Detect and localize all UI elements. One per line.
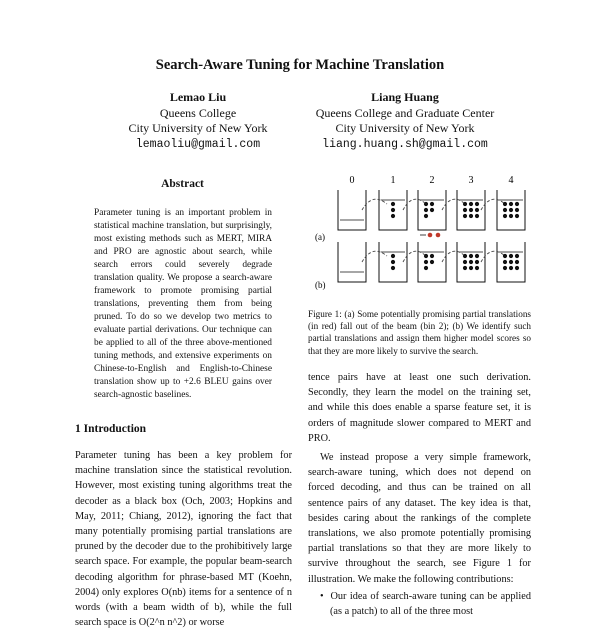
author-name: Liang Huang	[371, 90, 439, 104]
partial-translation-dot	[469, 208, 473, 212]
figure-beam-diagram	[312, 170, 534, 304]
partial-translation-dot	[463, 260, 467, 264]
partial-translation-dot	[391, 254, 395, 258]
bullet-icon: •	[320, 590, 331, 602]
partial-translation-dot	[515, 266, 519, 270]
partial-translation-dot	[515, 202, 519, 206]
partial-translation-dot	[475, 254, 479, 258]
pruned-item-dot	[436, 233, 441, 238]
partial-translation-dot	[463, 214, 467, 218]
figure-caption: Figure 1: (a) Some potentially promising partial translations (in red) fall out of the beam (bin 2); (b) We identify such partial translations and assign them higher model scores so that they are more likely to survive the search.	[308, 309, 531, 356]
partial-translation-dot	[515, 260, 519, 264]
beam-bin	[338, 242, 366, 282]
partial-translation-dot	[430, 260, 434, 264]
partial-translation-dot	[469, 214, 473, 218]
partial-translation-dot	[509, 260, 513, 264]
partial-translation-dot	[430, 208, 434, 212]
partial-translation-dot	[391, 260, 395, 264]
author-affiliation: Queens College	[159, 105, 237, 120]
partial-translation-dot	[424, 208, 428, 212]
author-block-2	[280, 90, 530, 152]
partial-translation-dot	[515, 254, 519, 258]
partial-translation-dot	[503, 214, 507, 218]
bin-label: 4	[508, 175, 514, 186]
partial-translation-dot	[509, 254, 513, 258]
partial-translation-dot	[469, 254, 473, 258]
author-affiliation: City University of New York	[128, 121, 268, 135]
list-item	[308, 589, 531, 619]
paper-title: Search-Aware Tuning for Machine Translation	[155, 57, 445, 73]
bin-label: 3	[468, 175, 474, 186]
abstract-text: Parameter tuning is an important problem in statistical machine translation, but surprisingly, most existing methods such as MERT, MIRA and PRO are agnostic about search, while search errors could severely degrade translation quality. We propose a search-aware framework to promote promising partial translations, preventing them from being pruned. To do so we develop two metrics to evaluate partial derivations. Our technique can be applied to all of the three above-mentioned tuning methods, and extensive experiments on Chinese-to-English and English-to-Chinese translation show up to +2.6 BLEU gains over search-agnostic baselines.	[94, 208, 272, 400]
partial-translation-dot	[509, 202, 513, 206]
partial-translation-dot	[475, 208, 479, 212]
partial-translation-dot	[503, 208, 507, 212]
partial-translation-dot	[391, 214, 395, 218]
partial-translation-dot	[430, 202, 434, 206]
figure-marks	[338, 190, 525, 282]
author-affiliation: City University of New York	[335, 121, 475, 135]
row-label: (a)	[315, 232, 325, 242]
bin-label: 2	[429, 175, 435, 186]
bin-label: 0	[349, 175, 355, 186]
partial-translation-dot	[509, 214, 513, 218]
partial-translation-dot	[503, 266, 507, 270]
partial-translation-dot	[503, 260, 507, 264]
author-email: lemaoliu@gmail.com	[135, 137, 261, 151]
partial-translation-dot	[391, 202, 395, 206]
derivation-arrow	[403, 251, 426, 262]
section-heading: 1 Introduction	[75, 423, 147, 435]
intro-paragraph: Parameter tuning has been a key problem for machine translation since the statistical revolution. However, most existing tuning algorithms treat the decoder as a black box (Och, 2003; Hopkins and May, 2011; Chiang, 2012), ignoring the fact that many potentially promising partial translations are pruned by the decoder due to the prohibitively large search space. For example, the popular beam-search decoding algorithm for phrase-based MT (Koehn, 2004) only explores O(nb) items for a sentence of n words (with a beam width of b), while the full search space is O(2^n n^2) or worse	[75, 450, 292, 629]
partial-translation-dot	[515, 208, 519, 212]
author-affiliation: Queens College and Graduate Center	[315, 105, 495, 120]
partial-translation-dot	[391, 208, 395, 212]
partial-translation-dot	[424, 266, 428, 270]
partial-translation-dot	[469, 260, 473, 264]
partial-translation-dot	[509, 266, 513, 270]
paragraph: tence pairs have at least one such derivation. Secondly, they learn the model on the training set, and while this does enable a sparse feature set, it is orders of magnitude slower compared to MERT and PRO.	[308, 372, 531, 444]
partial-translation-dot	[509, 208, 513, 212]
derivation-arrow	[442, 251, 465, 262]
derivation-arrow	[403, 199, 426, 210]
row-label: (b)	[315, 280, 326, 290]
partial-translation-dot	[463, 266, 467, 270]
paragraph: We instead propose a very simple framework, search-aware tuning, which does not depend on forced decoding, and thus can be trained on all sentence pairs of any dataset. The key idea is that, besides caring about the rankings of the complete translations, we also promote potentially promising partial translations so that they are more likely to survive throughout the search, see Figure 1 for illustration. We make the following contributions:	[308, 452, 531, 585]
partial-translation-dot	[469, 202, 473, 206]
partial-translation-dot	[469, 266, 473, 270]
partial-translation-dot	[391, 266, 395, 270]
partial-translation-dot	[463, 208, 467, 212]
derivation-arrow	[442, 199, 465, 210]
partial-translation-dot	[475, 202, 479, 206]
author-email: liang.huang.sh@gmail.com	[322, 137, 488, 151]
partial-translation-dot	[430, 254, 434, 258]
partial-translation-dot	[515, 214, 519, 218]
beam-bin	[338, 190, 366, 230]
pruned-item-dot	[428, 233, 433, 238]
partial-translation-dot	[424, 260, 428, 264]
bin-label: 1	[390, 175, 396, 186]
partial-translation-dot	[424, 214, 428, 218]
abstract-heading: Abstract	[161, 178, 204, 190]
partial-translation-dot	[475, 214, 479, 218]
partial-translation-dot	[475, 260, 479, 264]
list-item-text: Our idea of search-aware tuning can be applied (as a patch) to all of the three most	[330, 590, 531, 618]
right-column	[308, 370, 531, 619]
author-name: Lemao Liu	[169, 90, 227, 104]
partial-translation-dot	[475, 266, 479, 270]
